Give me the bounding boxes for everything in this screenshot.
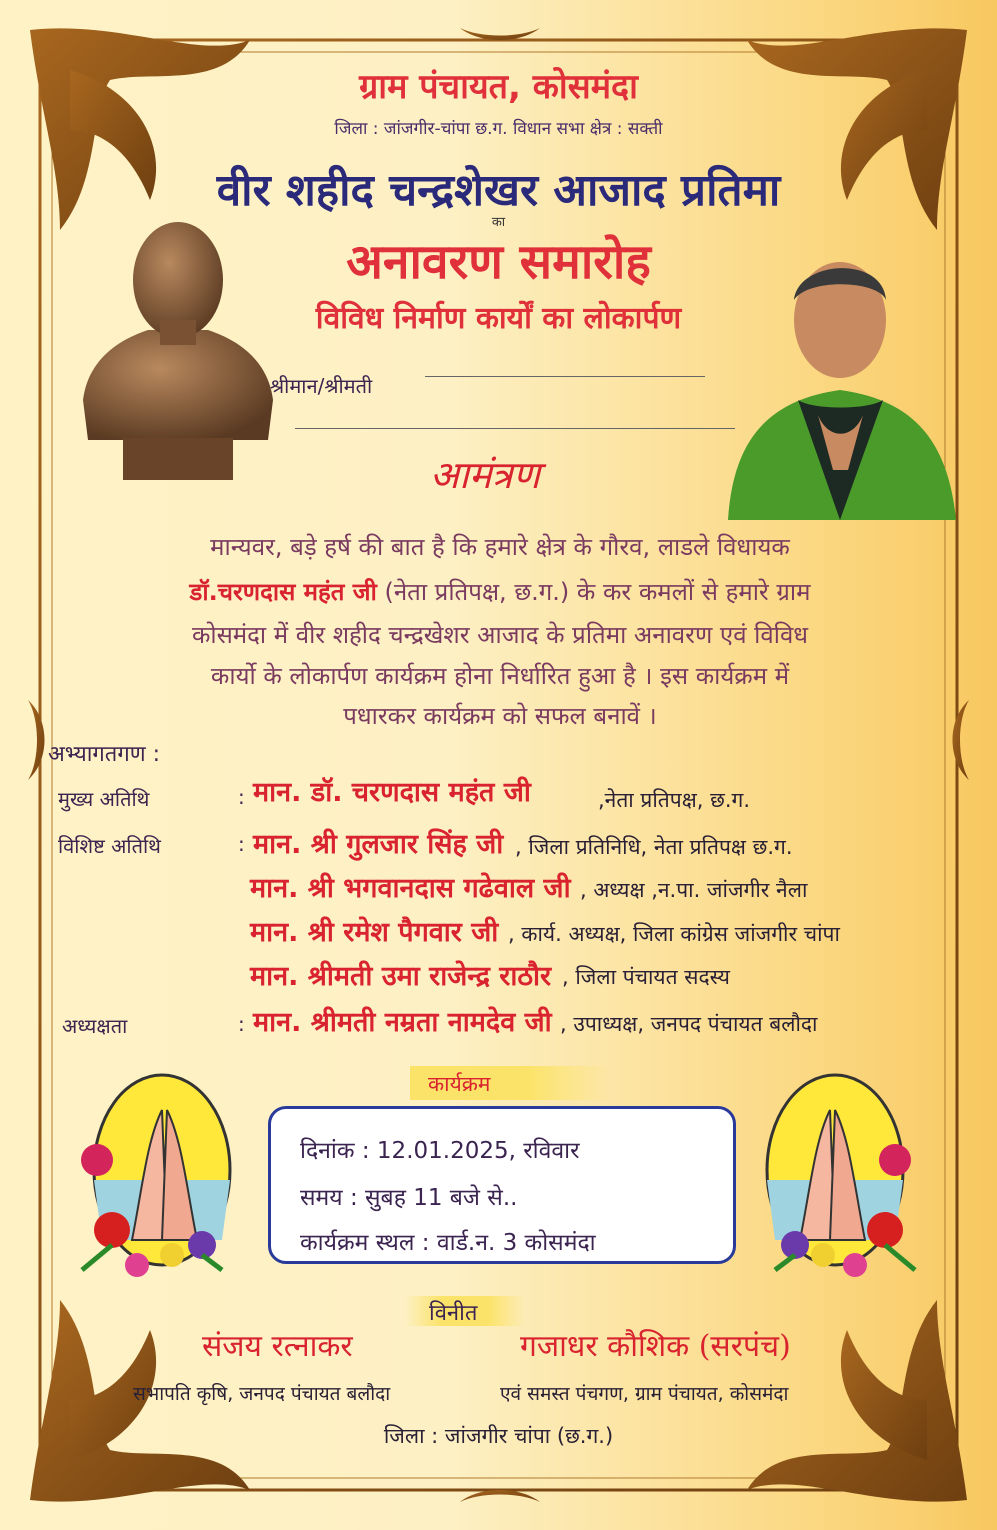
role-colon: : — [238, 1012, 245, 1036]
panchayat-name: ग्राम पंचायत, कोसमंदा — [359, 67, 638, 107]
mla-name: डॉ.चरणदास महंत जी — [189, 578, 377, 606]
body-line-2-rest: (नेता प्रतिपक्ष, छ.ग.) के कर कमलों से हमारे ग्राम — [376, 578, 811, 606]
praying-hands-left-image — [72, 1070, 242, 1285]
body-line-4: कार्यो के लोकार्पण कार्यक्रम होना निर्धारित हुआ है । इस कार्यक्रम में — [210, 662, 790, 690]
guest-desc: ,नेता प्रतिपक्ष, छ.ग. — [598, 788, 751, 812]
vineet-label: विनीत — [429, 1301, 478, 1326]
addressee-line-2 — [295, 428, 735, 429]
presiding-role: अध्यक्षता — [62, 1014, 128, 1038]
ceremony-title: अनावरण समारोह — [346, 234, 651, 290]
program-label: कार्यक्रम — [428, 1072, 491, 1096]
signatory-2-title: एवं समस्त पंचगण, ग्राम पंचायत, कोसमंदा — [500, 1383, 789, 1405]
guest-name: मान. श्री गुलजार सिंह जी — [253, 829, 504, 860]
addressee-line-1 — [425, 376, 705, 377]
signatory-1: संजय रत्नाकर — [202, 1329, 353, 1364]
special-guest-role: विशिष्ट अतिथि — [58, 834, 161, 858]
guest-name: मान. डॉ. चरणदास महंत जी — [253, 777, 531, 808]
guest-name: मान. श्रीमती नम्रता नामदेव जी — [253, 1007, 552, 1038]
program-date: दिनांक : 12.01.2025, रविवार — [300, 1138, 580, 1164]
invitation-calligraphy: आमंत्रण — [430, 453, 541, 497]
role-colon: : — [238, 785, 245, 809]
guest-desc: , उपाध्यक्ष, जनपद पंचायत बलौदा — [560, 1012, 818, 1036]
event-title: वीर शहीद चन्द्रशेखर आजाद प्रतिमा — [216, 165, 781, 216]
guest-desc: , जिला प्रतिनिधि, नेता प्रतिपक्ष छ.ग. — [515, 835, 793, 859]
body-line-1: मान्यवर, बड़े हर्ष की बात है कि हमारे क्षेत्र के गौरव, लाडले विधायक — [210, 533, 790, 561]
district-line: जिला : जांजगीर-चांपा छ.ग. विधान सभा क्षेत्र : सक्ती — [334, 119, 663, 139]
guest-desc: , अध्यक्ष ,न.पा. जांजगीर नैला — [580, 878, 808, 902]
body-line-5: पधारकर कार्यक्रम को सफल बनावें । — [343, 702, 657, 730]
guest-desc: , कार्य. अध्यक्ष, जिला कांग्रेस जांजगीर चांपा — [508, 922, 840, 946]
signatory-2: गजाधर कौशिक (सरपंच) — [520, 1329, 791, 1364]
event-subtitle: विविध निर्माण कार्यों का लोकार्पण — [315, 301, 682, 336]
praying-hands-right-image — [755, 1070, 925, 1285]
vineet-badge — [405, 1296, 525, 1326]
addressee-label: श्रीमान/श्रीमती — [270, 374, 373, 398]
role-colon: : — [238, 832, 245, 856]
guest-name: मान. श्री भगवानदास गढेवाल जी — [250, 873, 571, 904]
guest-name: मान. श्री रमेश पैगवार जी — [250, 917, 499, 948]
body-line-3: कोसमंदा में वीर शहीद चन्द्रखेशर आजाद के प्रतिमा अनावरण एवं विविध — [191, 621, 809, 649]
program-time: समय : सुबह 11 बजे से.. — [300, 1185, 518, 1211]
footer-district: जिला : जांजगीर चांपा (छ.ग.) — [383, 1424, 614, 1448]
program-badge — [410, 1066, 610, 1100]
chief-guest-role: मुख्य अतिथि — [58, 787, 150, 811]
signatory-1-title: सभापति कृषि, जनपद पंचायत बलौदा — [133, 1383, 391, 1405]
title-connector: का — [491, 215, 506, 230]
body-line-2 — [50, 580, 950, 604]
program-venue: कार्यक्रम स्थल : वार्ड.न. 3 कोसमंदा — [300, 1230, 596, 1256]
guest-name: मान. श्रीमती उमा राजेन्द्र राठौर — [250, 961, 552, 992]
guest-desc: , जिला पंचायत सदस्य — [562, 965, 730, 989]
guests-heading: अभ्यागतगण : — [48, 742, 161, 767]
